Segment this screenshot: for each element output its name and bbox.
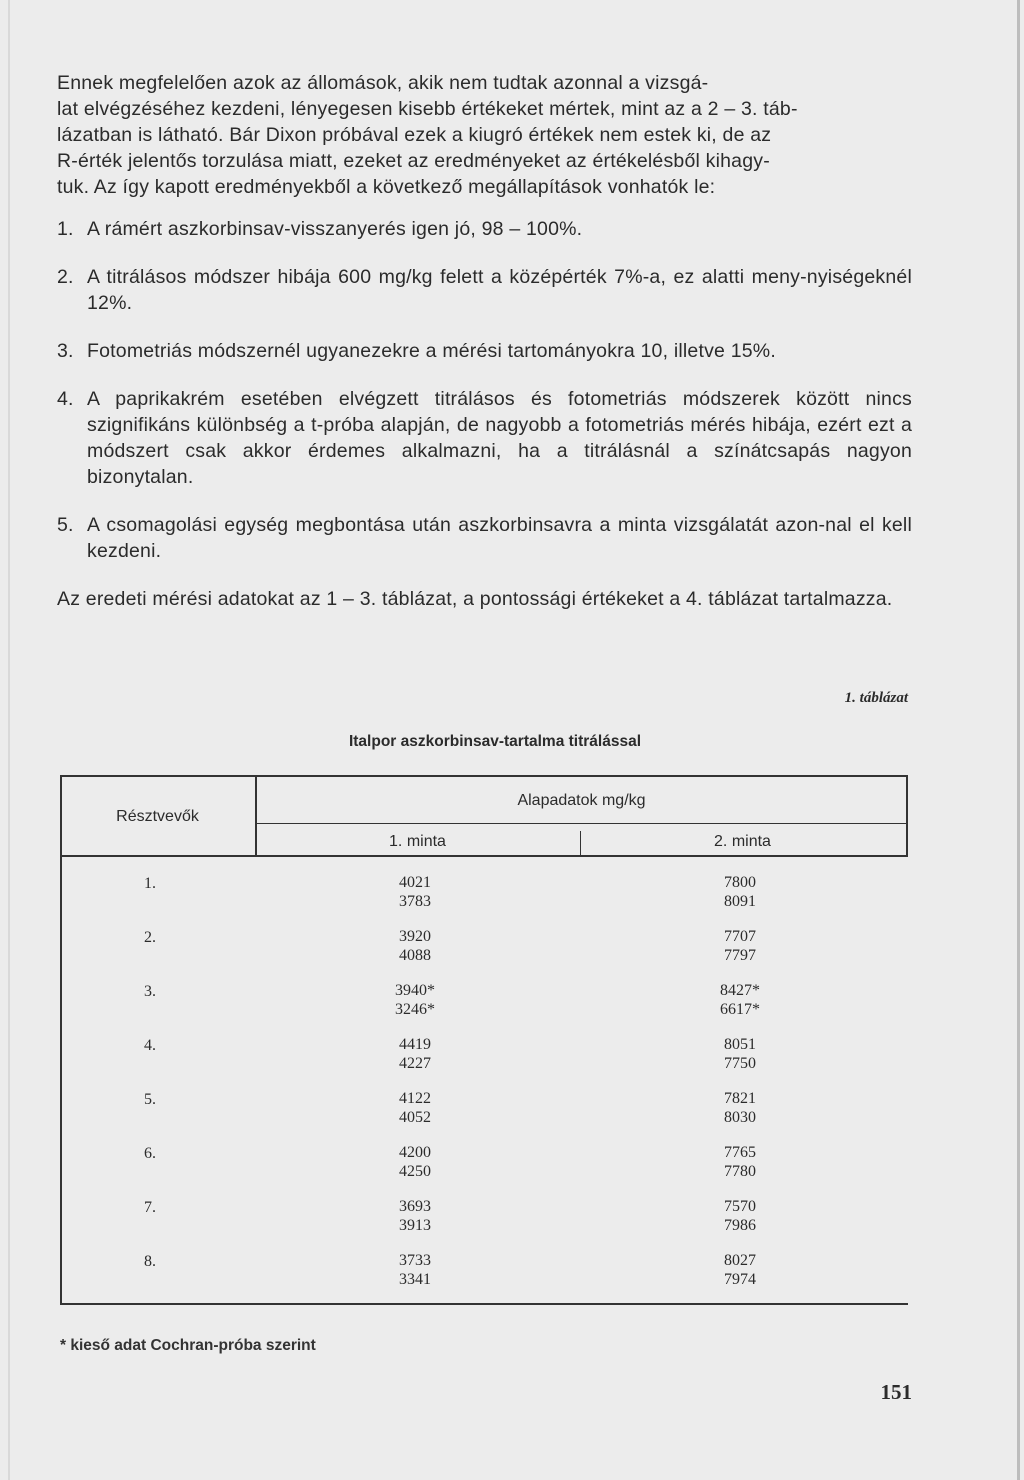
sample2-value: 7707 — [724, 928, 756, 945]
sample2-values — [700, 873, 780, 911]
data-table — [60, 775, 908, 1305]
sample1-value: 4419 — [399, 1036, 431, 1053]
finding-item — [57, 512, 912, 564]
sample2-value: 8027 — [724, 1252, 756, 1269]
sample1-value: 3693 — [399, 1198, 431, 1215]
table-header-rule — [60, 855, 908, 857]
finding-number: 1. — [57, 218, 74, 240]
sample2-value: 7780 — [724, 1163, 756, 1180]
participant-label: 8. — [144, 1253, 156, 1270]
sample2-value: 7986 — [724, 1217, 756, 1234]
finding-number: 4. — [57, 388, 74, 410]
sample1-value: 4088 — [399, 947, 431, 964]
participant-label: 7. — [144, 1199, 156, 1216]
sample1-values — [375, 1251, 455, 1289]
page-number: 151 — [880, 1380, 912, 1404]
table-right-rule — [906, 775, 908, 855]
sample1-values — [375, 873, 455, 911]
sample1-value: 4250 — [399, 1163, 431, 1180]
finding-item — [57, 264, 912, 316]
sample1-value: 3920 — [399, 928, 431, 945]
header-group: Alapadatok mg/kg — [517, 792, 646, 809]
sample1-value: 3733 — [399, 1252, 431, 1269]
finding-number: 3. — [57, 340, 74, 362]
sample2-value: 7821 — [724, 1090, 756, 1107]
intro-paragraph — [57, 70, 912, 200]
sample2-value: 8427* — [720, 982, 760, 999]
table-label: 1. táblázat — [844, 690, 908, 706]
sample2-value: 7765 — [724, 1144, 756, 1161]
body-text — [57, 70, 912, 612]
sample2-value: 8091 — [724, 893, 756, 910]
sample2-value: 7974 — [724, 1271, 756, 1288]
sample1-value: 4200 — [399, 1144, 431, 1161]
sample2-value: 8030 — [724, 1109, 756, 1126]
finding-text: A titrálásos módszer hibája 600 mg/kg felett a középérték 7%-a, ez alatti meny-nyiségeknél 12%. — [87, 266, 912, 314]
intro-line: lázatban is látható. Bár Dixon próbával ezek a kiugró értékek nem estek ki, de az — [57, 124, 772, 146]
participant-label: 2. — [144, 929, 156, 946]
sample1-value: 3940* — [395, 982, 435, 999]
sample1-values — [375, 981, 455, 1019]
sample2-values — [700, 981, 780, 1019]
table-col-rule — [255, 775, 257, 855]
sample1-value: 3246* — [395, 1001, 435, 1018]
intro-line: tuk. Az így kapott eredményekből a következő megállapítások vonhatók le: — [57, 176, 716, 198]
finding-text: A paprikakrém esetében elvégzett titrálásos és fotometriás módszerek között nincs szignifikáns különbség a t-próba alapján, de nagyobb a fotometriás mérés hibája, ezért ezt a módszert csak akkor érdemes alkalmazni, ha a titrálásnál a színátcsapás nagyon bizonytalan. — [87, 388, 912, 488]
participant-label: 5. — [144, 1091, 156, 1108]
table-title: Italpor aszkorbinsav-tartalma titrálással — [348, 733, 642, 750]
page-right-edge — [1017, 0, 1020, 1480]
sample2-values — [700, 1035, 780, 1073]
participant-label: 3. — [144, 983, 156, 1000]
sample2-values — [700, 1089, 780, 1127]
sample1-value: 3783 — [399, 893, 431, 910]
finding-item — [57, 386, 912, 490]
sample2-values — [700, 927, 780, 965]
sample2-values — [700, 1251, 780, 1289]
intro-line: Ennek megfelelően azok az állomások, akik nem tudtak azonnal a vizsgá- — [57, 72, 709, 94]
sample2-value: 7570 — [724, 1198, 756, 1215]
sample1-values — [375, 1089, 455, 1127]
page-left-edge — [8, 0, 10, 1480]
table-subcol-rule — [580, 831, 581, 855]
sample2-value: 7750 — [724, 1055, 756, 1072]
header-sample2: 2. minta — [714, 833, 771, 850]
header-sample1: 1. minta — [389, 833, 446, 850]
header-participants: Résztvevők — [116, 808, 199, 825]
sample1-values — [375, 927, 455, 965]
sample1-value: 3913 — [399, 1217, 431, 1234]
sample2-values — [700, 1143, 780, 1181]
sample2-values — [700, 1197, 780, 1235]
sample1-value: 3341 — [399, 1271, 431, 1288]
table-group-rule — [255, 823, 908, 824]
finding-text: A csomagolási egység megbontása után aszkorbinsavra a minta vizsgálatát azon-nal el kell kezdeni. — [87, 514, 912, 562]
participant-label: 6. — [144, 1145, 156, 1162]
findings-list — [57, 216, 912, 564]
finding-text: Fotometriás módszernél ugyanezekre a mérési tartományokra 10, illetve 15%. — [87, 340, 776, 362]
finding-text: A rámért aszkorbinsav-visszanyerés igen jó, 98 – 100%. — [87, 218, 583, 240]
table-top-rule — [60, 775, 908, 777]
sample1-value: 4021 — [399, 874, 431, 891]
finding-number: 2. — [57, 266, 74, 288]
intro-line: lat elvégzéséhez kezdeni, lényegesen kisebb értékeket mértek, mint az a 2 – 3. táb- — [57, 98, 798, 120]
finding-item — [57, 216, 912, 242]
sample2-value: 8051 — [724, 1036, 756, 1053]
sample1-value: 4122 — [399, 1090, 431, 1107]
sample2-value: 7800 — [724, 874, 756, 891]
outro-paragraph: Az eredeti mérési adatokat az 1 – 3. táblázat, a pontossági értékeket a 4. táblázat tartalmazza. — [57, 588, 893, 610]
sample1-values — [375, 1035, 455, 1073]
sample2-value: 6617* — [720, 1001, 760, 1018]
participant-label: 1. — [144, 875, 156, 892]
intro-line: R-érték jelentős torzulása miatt, ezeket az eredményeket az értékelésből kihagy- — [57, 150, 770, 172]
sample1-value: 4227 — [399, 1055, 431, 1072]
table-bottom-rule — [60, 1303, 908, 1305]
finding-number: 5. — [57, 514, 74, 536]
finding-item — [57, 338, 912, 364]
sample1-value: 4052 — [399, 1109, 431, 1126]
table-footnote: * kieső adat Cochran-próba szerint — [60, 1337, 316, 1354]
participant-label: 4. — [144, 1037, 156, 1054]
sample1-values — [375, 1197, 455, 1235]
sample2-value: 7797 — [724, 947, 756, 964]
sample1-values — [375, 1143, 455, 1181]
table-left-rule — [60, 775, 62, 1305]
